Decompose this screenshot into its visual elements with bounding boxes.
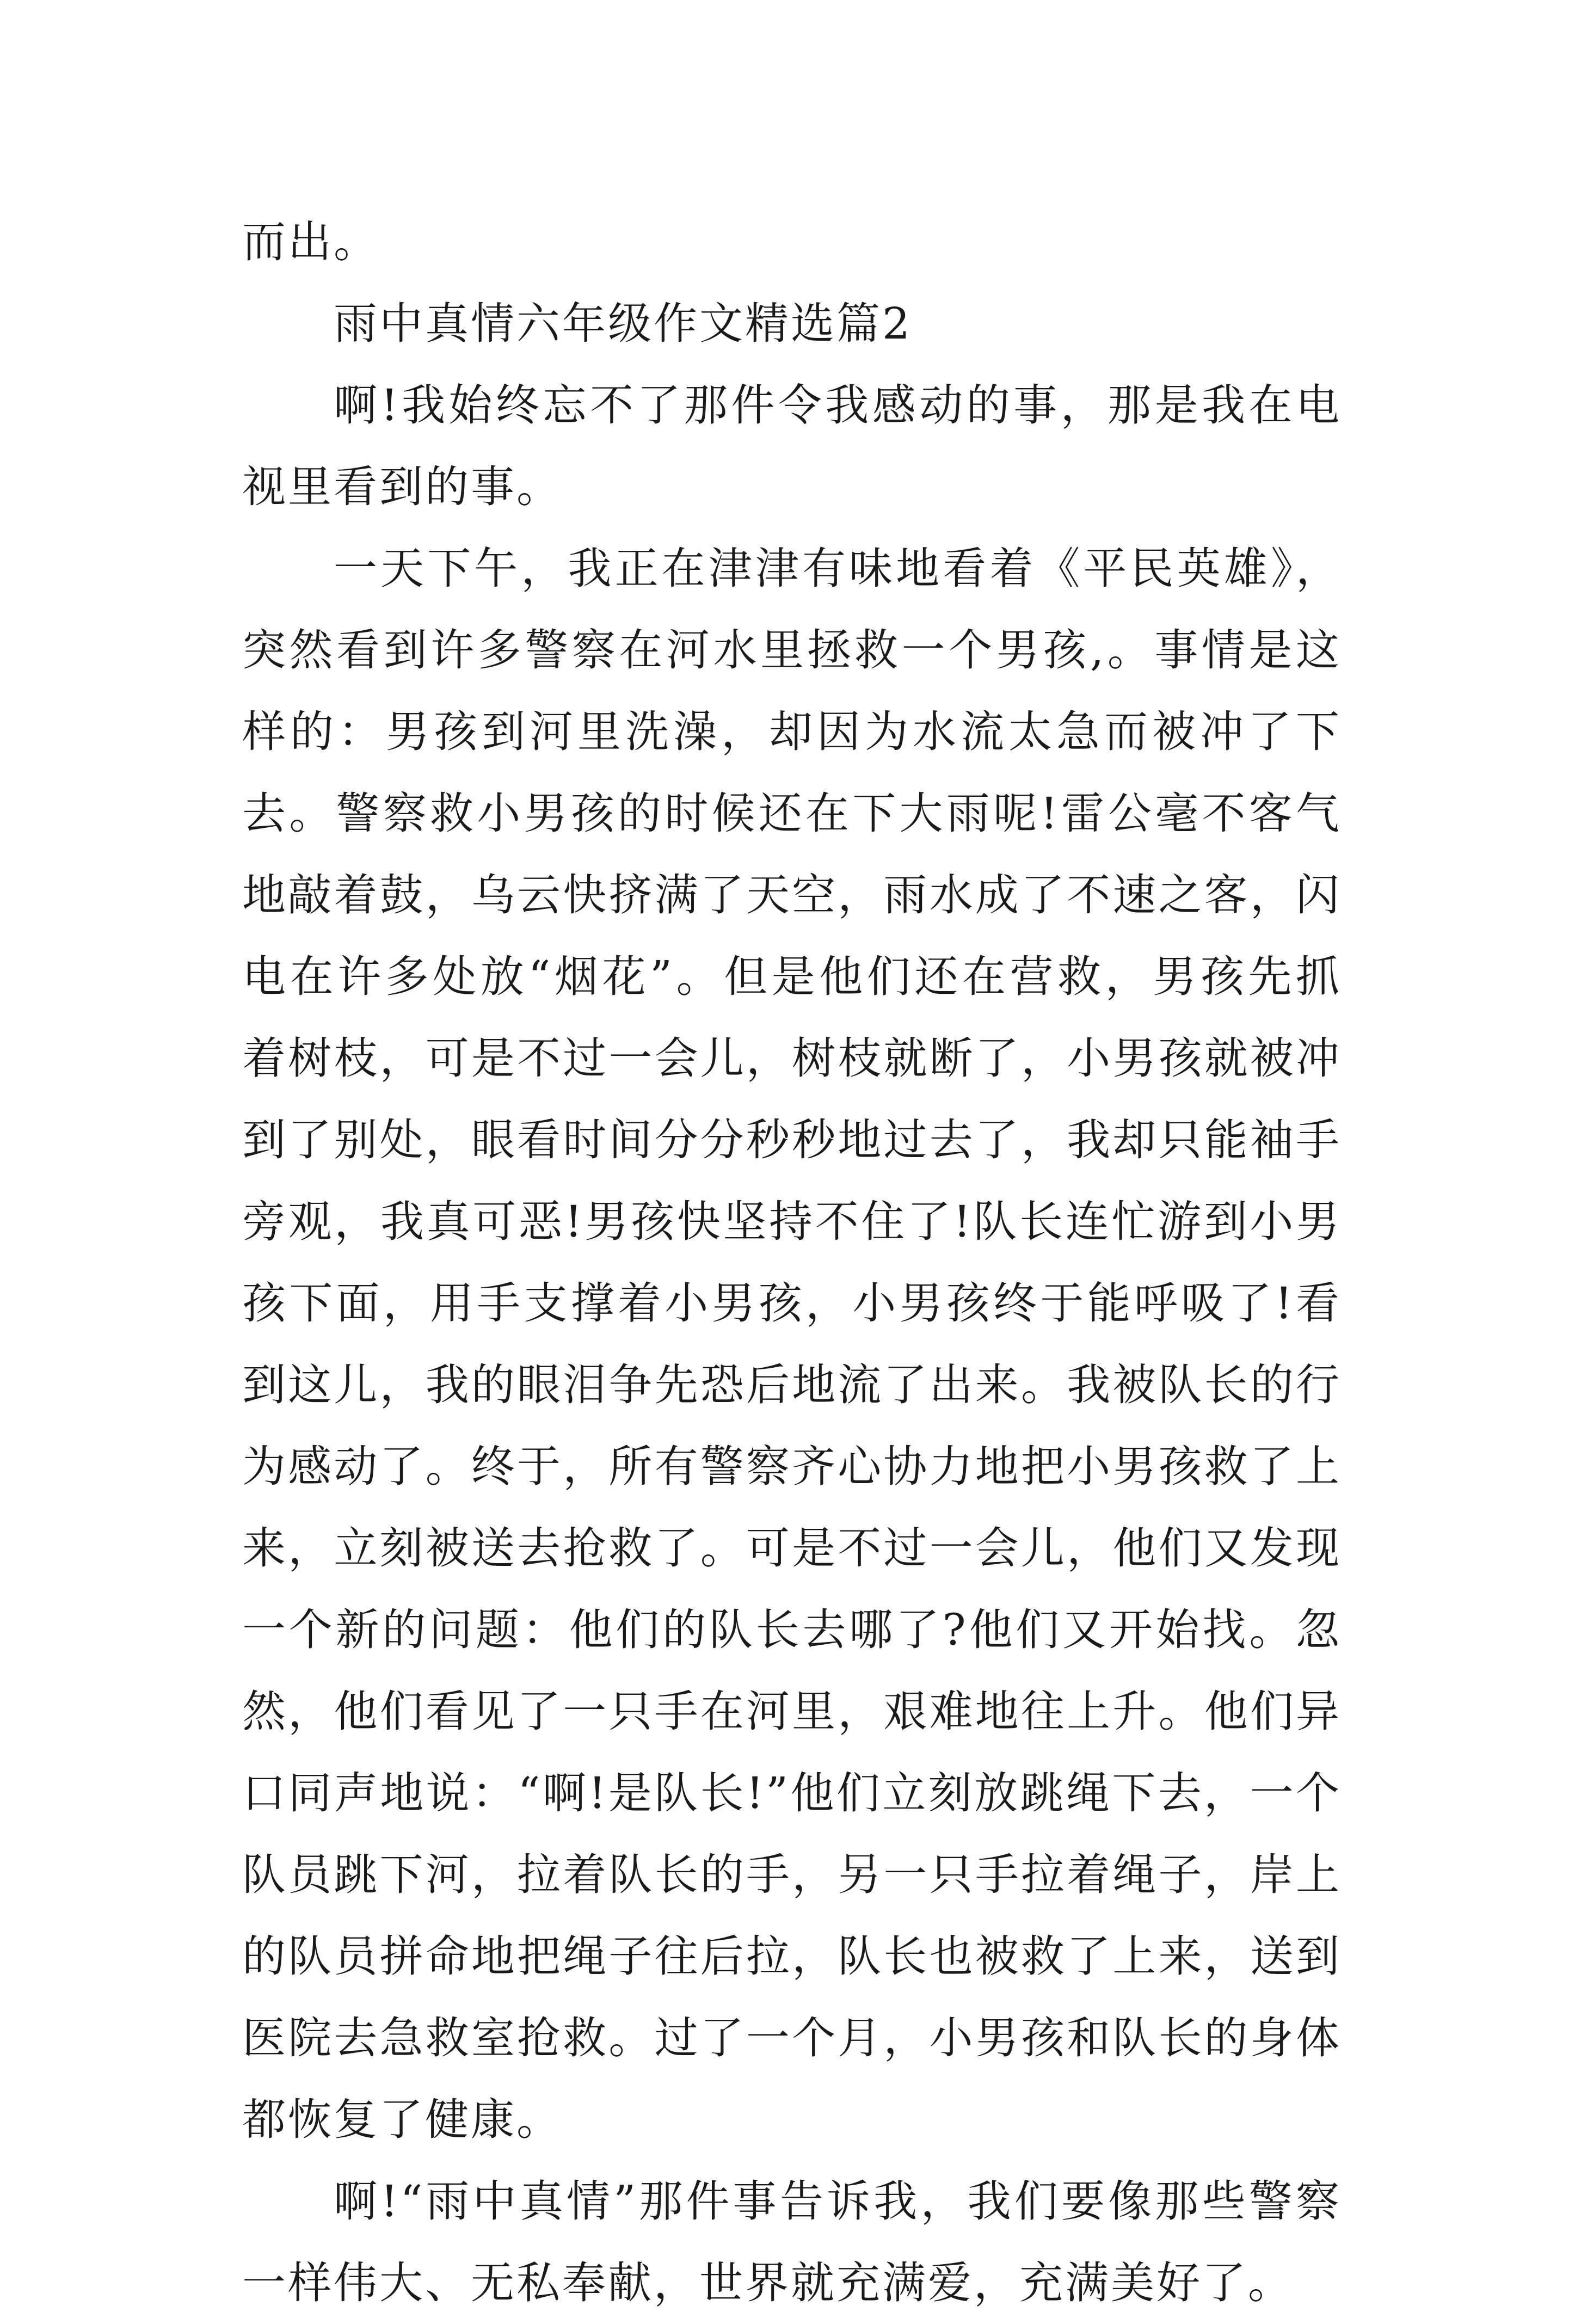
paragraph-2: 一天下午，我正在津津有味地看着《平民英雄》，突然看到许多警察在河水里拯救一个男孩,。事情是这样的：男孩到河里洗澡，却因为水流太急而被冲了下去。警察救小男孩的时候还在下大雨呢!雷公毫不客气地敲着鼓，乌云快挤满了天空，雨水成了不速之客，闪电在许多处放“烟花”。但是他们还在营救，男孩先抓着树枝，可是不过一会儿，树枝就断了，小男孩就被冲到了别处，眼看时间分分秒秒地过去了，我却只能袖手旁观，我真可恶!男孩快坚持不住了!队长连忙游到小男孩下面，用手支撑着小男孩，小男孩终于能呼吸了!看到这儿，我的眼泪争先恐后地流了出来。我被队长的行为感动了。终于，所有警察齐心协力地把小男孩救了上来，立刻被送去抢救了。可是不过一会儿，他们又发现一个新的问题：他们的队长去哪了?他们又开始找。忽然，他们看见了一只手在河里，艰难地往上升。他们异口同声地说：“啊!是队长!”他们立刻放跳绳下去，一个队员跳下河，拉着队长的手，另一只手拉着绳子，岸上的队员拼命地把绳子往后拉，队长也被救了上来，送到医院去急救室抢救。过了一个月，小男孩和队长的身体都恢复了健康。 [242,543,1342,2145]
document-body [242,201,1342,2324]
paragraph-3: 啊!“雨中真情”那件事告诉我，我们要像那些警察一样伟大、无私奉献，世界就充满爱，充满美好了。 [242,2176,1342,2308]
paragraph-1: 啊!我始终忘不了那件令我感动的事，那是我在电视里看到的事。 [242,380,1342,512]
essay-heading: 雨中真情六年级作文精选篇2 [334,298,912,349]
continuation-text: 而出。 [242,217,379,267]
